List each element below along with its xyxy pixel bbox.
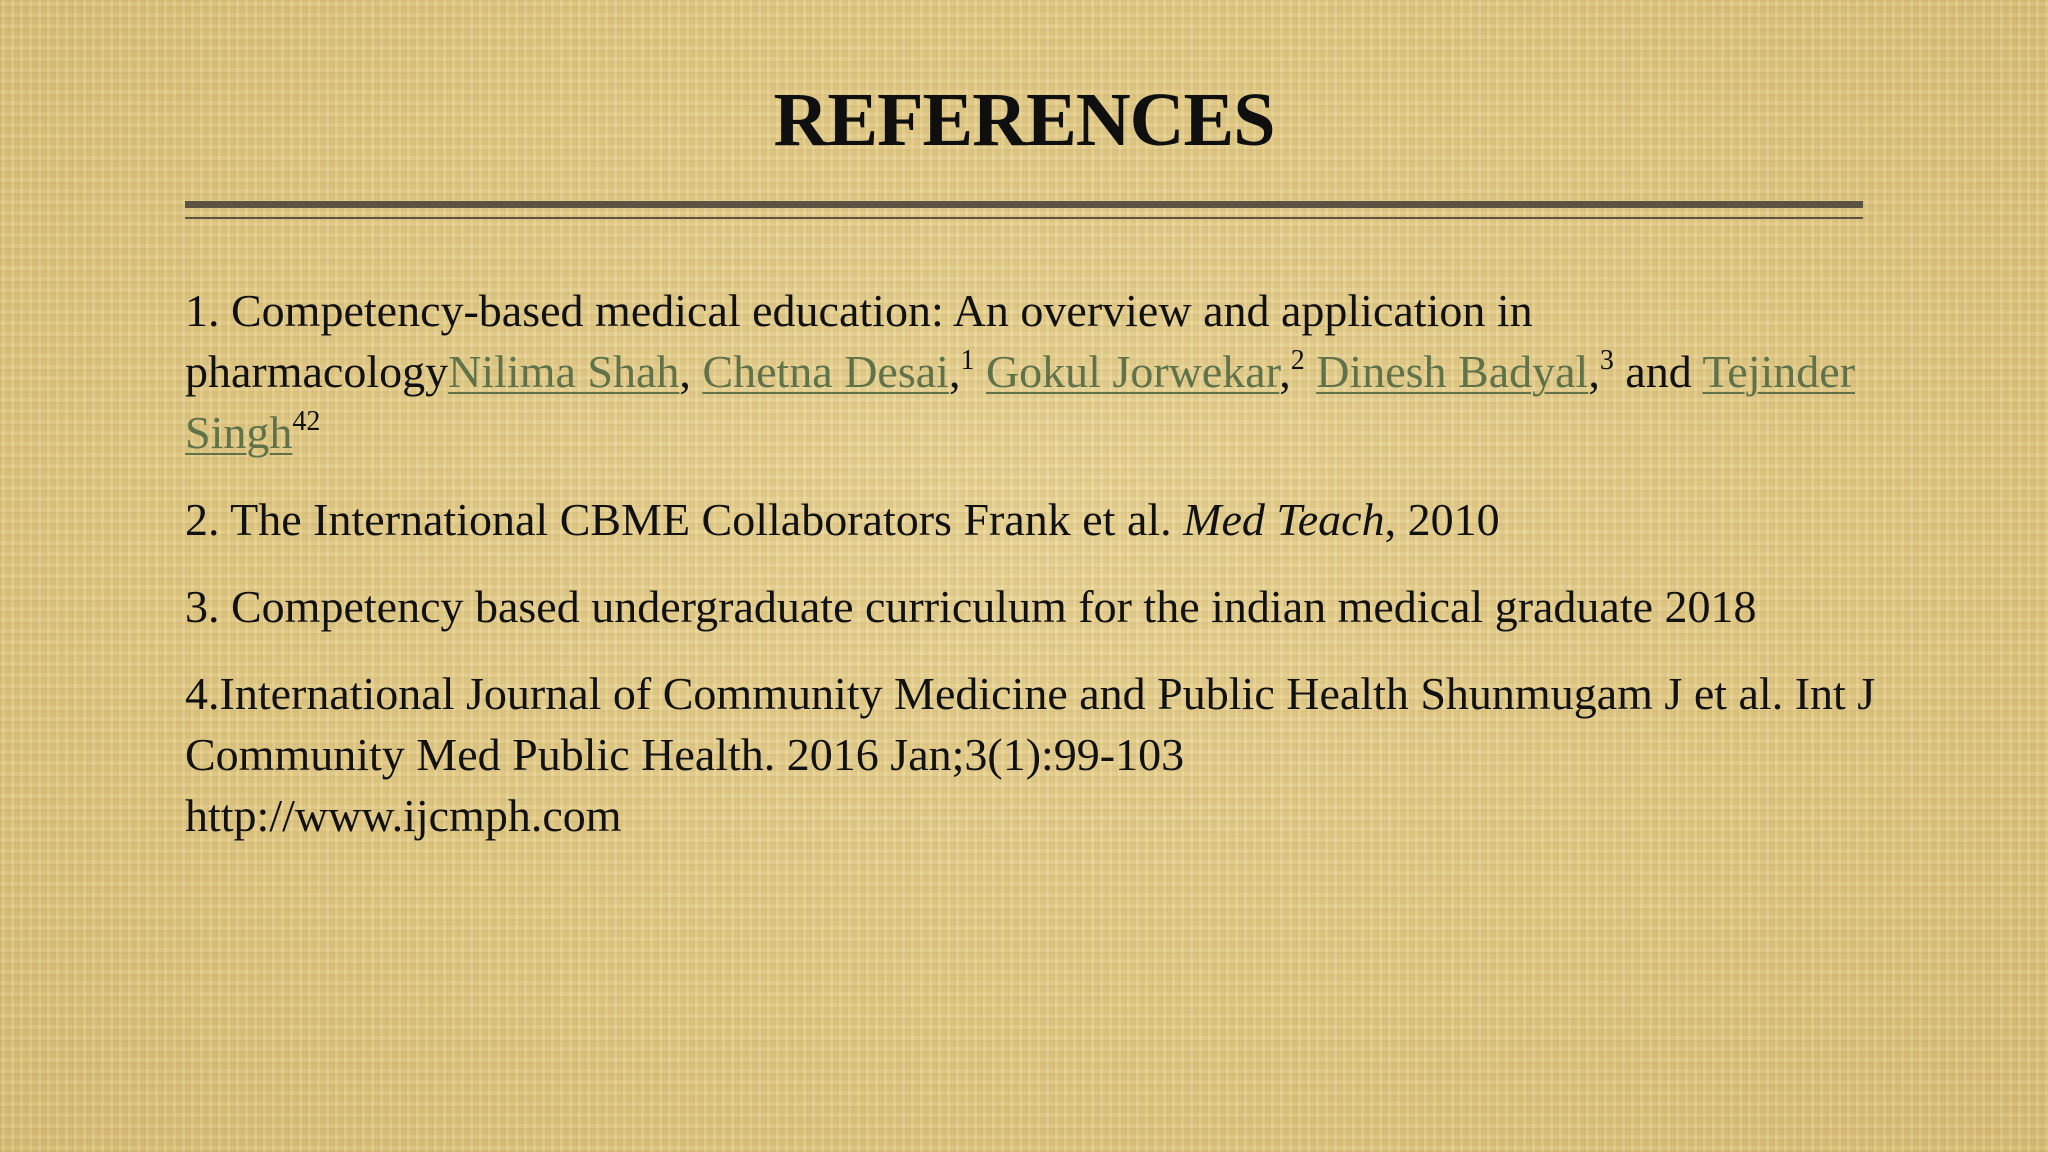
affiliation-superscript: 2: [1290, 345, 1305, 376]
author-link-gokul-jorwekar[interactable]: Gokul Jorwekar: [985, 346, 1280, 397]
journal-name: Med Teach: [1183, 494, 1385, 545]
reference-item-1: [185, 280, 1925, 463]
separator: ,: [1588, 346, 1600, 397]
reference-item-4: [185, 663, 1925, 846]
separator: ,: [948, 346, 961, 397]
reference-item-2: [185, 489, 1925, 550]
affiliation-superscript: 1: [960, 345, 975, 376]
reference-4-text: 4.International Journal of Community Medicine and Public Health Shunmugam J et al. Int J Community Med Public Health. 2016 Jan;3(1):99-103: [185, 668, 1876, 780]
author-link-chetna-desai[interactable]: Chetna Desai: [702, 346, 949, 397]
separator: ,: [1279, 346, 1291, 397]
title-divider-thin: [185, 217, 1863, 219]
reference-2-year: , 2010: [1384, 494, 1500, 545]
affiliation-superscript: 42: [292, 406, 321, 437]
author-link-tejinder-singh[interactable]: Tejinder Singh: [185, 346, 1856, 458]
author-link-nilima-shah[interactable]: Nilima Shah: [448, 346, 680, 397]
author-link-dinesh-badyal[interactable]: Dinesh Badyal: [1316, 346, 1589, 397]
separator: ,: [679, 346, 703, 397]
reference-2-text: 2. The International CBME Collaborators Frank et al.: [185, 494, 1184, 545]
conjunction: and: [1613, 346, 1703, 397]
reference-list: [185, 280, 1925, 872]
reference-1-title: 1. Competency-based medical education: An overview and application in pharmacology: [185, 285, 1533, 397]
reference-item-3: [185, 576, 1925, 637]
page-title: REFERENCES: [773, 78, 1275, 162]
reference-3-text: 3. Competency based undergraduate curriculum for the indian medical graduate 2018: [185, 581, 1757, 632]
title-divider-thick: [185, 201, 1863, 208]
affiliation-superscript: 3: [1599, 345, 1614, 376]
reference-4-url: http://www.ijcmph.com: [185, 790, 622, 841]
